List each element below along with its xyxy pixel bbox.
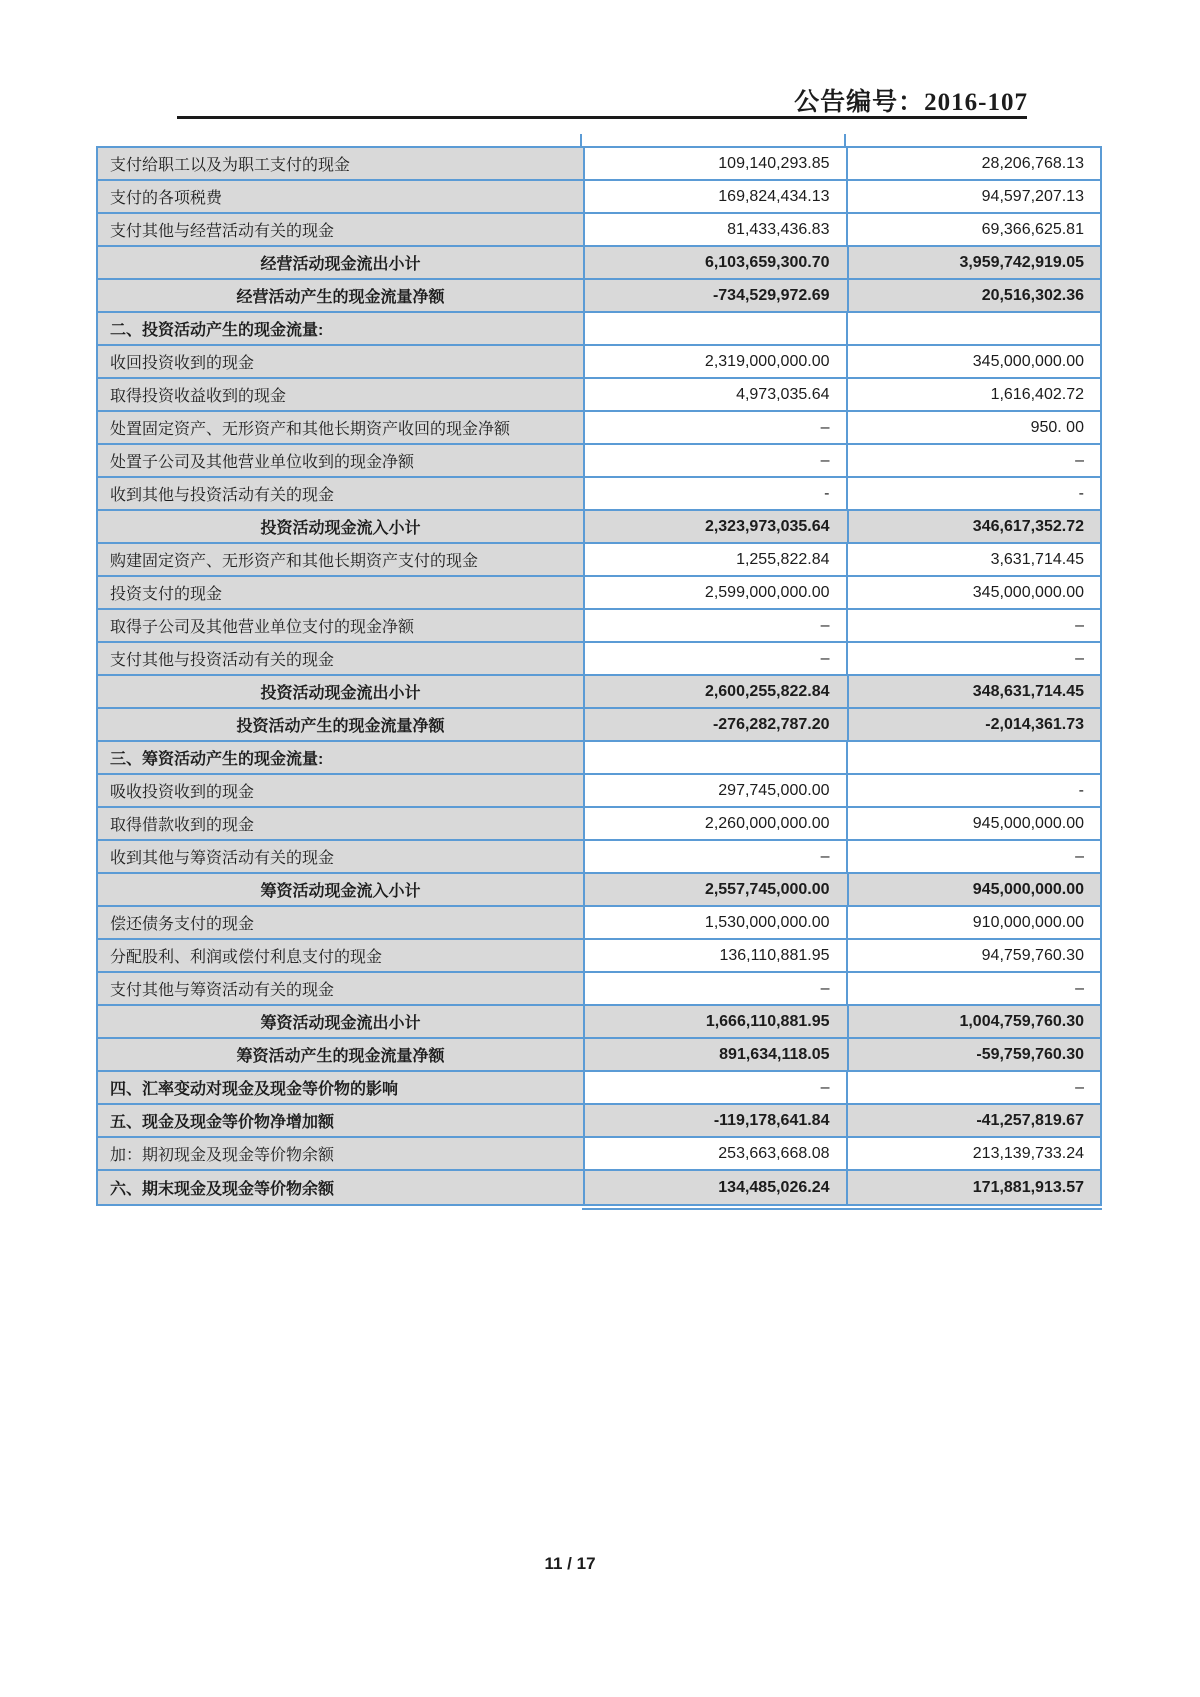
prior-period-value: 345,000,000.00 bbox=[846, 577, 1100, 608]
current-period-value bbox=[583, 313, 846, 344]
prior-period-value: 94,597,207.13 bbox=[846, 181, 1100, 212]
row-label: 偿还债务支付的现金 bbox=[98, 907, 583, 938]
table-row bbox=[98, 643, 1100, 676]
prior-period-value: 1,616,402.72 bbox=[846, 379, 1100, 410]
table-row bbox=[98, 445, 1100, 478]
row-label: 投资支付的现金 bbox=[98, 577, 583, 608]
prior-period-value: – bbox=[846, 610, 1100, 641]
table-row bbox=[98, 313, 1100, 346]
row-label: 经营活动产生的现金流量净额 bbox=[98, 280, 583, 311]
row-label: 筹资活动产生的现金流量净额 bbox=[98, 1039, 583, 1070]
current-period-value: 2,599,000,000.00 bbox=[583, 577, 846, 608]
table-row bbox=[98, 511, 1100, 544]
row-label: 处置子公司及其他营业单位收到的现金净额 bbox=[98, 445, 583, 476]
prior-period-value: 94,759,760.30 bbox=[846, 940, 1100, 971]
row-label: 取得投资收益收到的现金 bbox=[98, 379, 583, 410]
row-label: 收到其他与投资活动有关的现金 bbox=[98, 478, 583, 509]
row-label: 收回投资收到的现金 bbox=[98, 346, 583, 377]
table-row bbox=[98, 709, 1100, 742]
prior-period-value: 3,631,714.45 bbox=[846, 544, 1100, 575]
current-period-value: 2,260,000,000.00 bbox=[583, 808, 846, 839]
table-row bbox=[98, 181, 1100, 214]
row-label: 投资活动产生的现金流量净额 bbox=[98, 709, 583, 740]
prior-period-value: – bbox=[846, 445, 1100, 476]
table-continuation-stub bbox=[844, 134, 846, 146]
current-period-value: – bbox=[583, 841, 846, 872]
table-row bbox=[98, 1138, 1100, 1171]
current-period-value: -276,282,787.20 bbox=[583, 709, 847, 740]
table-row bbox=[98, 346, 1100, 379]
row-label: 五、现金及现金等价物净增加额 bbox=[98, 1105, 583, 1136]
table-row bbox=[98, 577, 1100, 610]
table-row bbox=[98, 808, 1100, 841]
row-label: 三、筹资活动产生的现金流量: bbox=[98, 742, 583, 773]
current-period-value: 1,666,110,881.95 bbox=[583, 1006, 847, 1037]
row-label: 收到其他与筹资活动有关的现金 bbox=[98, 841, 583, 872]
prior-period-value: 348,631,714.45 bbox=[847, 676, 1101, 707]
row-label: 投资活动现金流出小计 bbox=[98, 676, 583, 707]
table-row bbox=[98, 973, 1100, 1006]
row-label: 取得子公司及其他营业单位支付的现金净额 bbox=[98, 610, 583, 641]
row-label: 支付其他与筹资活动有关的现金 bbox=[98, 973, 583, 1004]
prior-period-value: -41,257,819.67 bbox=[846, 1105, 1100, 1136]
prior-period-value: 346,617,352.72 bbox=[847, 511, 1101, 542]
current-period-value: – bbox=[583, 610, 846, 641]
table-row bbox=[98, 742, 1100, 775]
current-period-value: 297,745,000.00 bbox=[583, 775, 846, 806]
current-period-value: – bbox=[583, 643, 846, 674]
prior-period-value: 20,516,302.36 bbox=[847, 280, 1101, 311]
page-indicator: 11 / 17 bbox=[544, 1554, 596, 1573]
table-row bbox=[98, 544, 1100, 577]
prior-period-value: 213,139,733.24 bbox=[846, 1138, 1100, 1169]
current-period-value: 2,323,973,035.64 bbox=[583, 511, 847, 542]
prior-period-value: - bbox=[846, 478, 1100, 509]
current-period-value: -119,178,641.84 bbox=[583, 1105, 846, 1136]
current-period-value: 6,103,659,300.70 bbox=[583, 247, 847, 278]
current-period-value: -734,529,972.69 bbox=[583, 280, 847, 311]
prior-period-value: - bbox=[846, 775, 1100, 806]
table-row bbox=[98, 379, 1100, 412]
table-row bbox=[98, 1006, 1100, 1039]
row-label: 筹资活动现金流入小计 bbox=[98, 874, 583, 905]
announcement-number: 公告编号：2016-107 bbox=[794, 89, 1028, 116]
table-row bbox=[98, 1171, 1100, 1204]
current-period-value: 253,663,668.08 bbox=[583, 1138, 846, 1169]
prior-period-value: 345,000,000.00 bbox=[846, 346, 1100, 377]
row-label: 筹资活动现金流出小计 bbox=[98, 1006, 583, 1037]
current-period-value: 109,140,293.85 bbox=[583, 148, 846, 179]
table-row bbox=[98, 940, 1100, 973]
row-label: 投资活动现金流入小计 bbox=[98, 511, 583, 542]
current-period-value: – bbox=[583, 412, 846, 443]
prior-period-value bbox=[846, 742, 1100, 773]
prior-period-value: 3,959,742,919.05 bbox=[847, 247, 1101, 278]
prior-period-value: 950. 00 bbox=[846, 412, 1100, 443]
table-row bbox=[98, 247, 1100, 280]
row-label: 二、投资活动产生的现金流量: bbox=[98, 313, 583, 344]
table-row bbox=[98, 676, 1100, 709]
table-row bbox=[98, 610, 1100, 643]
current-period-value: 1,255,822.84 bbox=[583, 544, 846, 575]
current-period-value: 81,433,436.83 bbox=[583, 214, 846, 245]
row-label: 加：期初现金及现金等价物余额 bbox=[98, 1138, 583, 1169]
table-row bbox=[98, 841, 1100, 874]
table-row bbox=[98, 1105, 1100, 1138]
current-period-value: 891,634,118.05 bbox=[583, 1039, 847, 1070]
table-row bbox=[98, 1072, 1100, 1105]
prior-period-value: – bbox=[846, 643, 1100, 674]
row-label: 分配股利、利润或偿付利息支付的现金 bbox=[98, 940, 583, 971]
row-label: 取得借款收到的现金 bbox=[98, 808, 583, 839]
prior-period-value: 910,000,000.00 bbox=[846, 907, 1100, 938]
row-label: 支付的各项税费 bbox=[98, 181, 583, 212]
prior-period-value: – bbox=[846, 973, 1100, 1004]
current-period-value: 1,530,000,000.00 bbox=[583, 907, 846, 938]
row-label: 支付其他与投资活动有关的现金 bbox=[98, 643, 583, 674]
table-row bbox=[98, 412, 1100, 445]
current-period-value: 2,557,745,000.00 bbox=[583, 874, 847, 905]
row-label: 经营活动现金流出小计 bbox=[98, 247, 583, 278]
prior-period-value: 28,206,768.13 bbox=[846, 148, 1100, 179]
prior-period-value: – bbox=[846, 1072, 1100, 1103]
row-label: 购建固定资产、无形资产和其他长期资产支付的现金 bbox=[98, 544, 583, 575]
prior-period-value: – bbox=[846, 841, 1100, 872]
table-row bbox=[98, 907, 1100, 940]
prior-period-value: 945,000,000.00 bbox=[846, 808, 1100, 839]
prior-period-value bbox=[846, 313, 1100, 344]
current-period-value: 134,485,026.24 bbox=[583, 1171, 846, 1204]
row-label: 吸收投资收到的现金 bbox=[98, 775, 583, 806]
prior-period-value: 69,366,625.81 bbox=[846, 214, 1100, 245]
table-row bbox=[98, 478, 1100, 511]
current-period-value bbox=[583, 742, 846, 773]
current-period-value: 4,973,035.64 bbox=[583, 379, 846, 410]
current-period-value: – bbox=[583, 1072, 846, 1103]
row-label: 四、汇率变动对现金及现金等价物的影响 bbox=[98, 1072, 583, 1103]
prior-period-value: -59,759,760.30 bbox=[847, 1039, 1101, 1070]
current-period-value: – bbox=[583, 973, 846, 1004]
cash-flow-statement-table bbox=[96, 146, 1102, 1206]
current-period-value: 2,319,000,000.00 bbox=[583, 346, 846, 377]
current-period-value: – bbox=[583, 445, 846, 476]
prior-period-value: -2,014,361.73 bbox=[847, 709, 1101, 740]
prior-period-value: 171,881,913.57 bbox=[846, 1171, 1100, 1204]
table-continuation-stub bbox=[580, 134, 582, 146]
prior-period-value: 1,004,759,760.30 bbox=[847, 1006, 1101, 1037]
row-label: 六、期末现金及现金等价物余额 bbox=[98, 1171, 583, 1204]
table-row bbox=[98, 775, 1100, 808]
row-label: 支付给职工以及为职工支付的现金 bbox=[98, 148, 583, 179]
row-label: 处置固定资产、无形资产和其他长期资产收回的现金净额 bbox=[98, 412, 583, 443]
current-period-value: - bbox=[583, 478, 846, 509]
table-row bbox=[98, 874, 1100, 907]
table-row bbox=[98, 280, 1100, 313]
table-row bbox=[98, 1039, 1100, 1072]
table-bottom-accent-line bbox=[582, 1208, 1102, 1210]
table-row bbox=[98, 214, 1100, 247]
prior-period-value: 945,000,000.00 bbox=[847, 874, 1101, 905]
current-period-value: 169,824,434.13 bbox=[583, 181, 846, 212]
header-rule bbox=[177, 116, 1027, 119]
row-label: 支付其他与经营活动有关的现金 bbox=[98, 214, 583, 245]
current-period-value: 2,600,255,822.84 bbox=[583, 676, 847, 707]
table-row bbox=[98, 148, 1100, 181]
current-period-value: 136,110,881.95 bbox=[583, 940, 846, 971]
